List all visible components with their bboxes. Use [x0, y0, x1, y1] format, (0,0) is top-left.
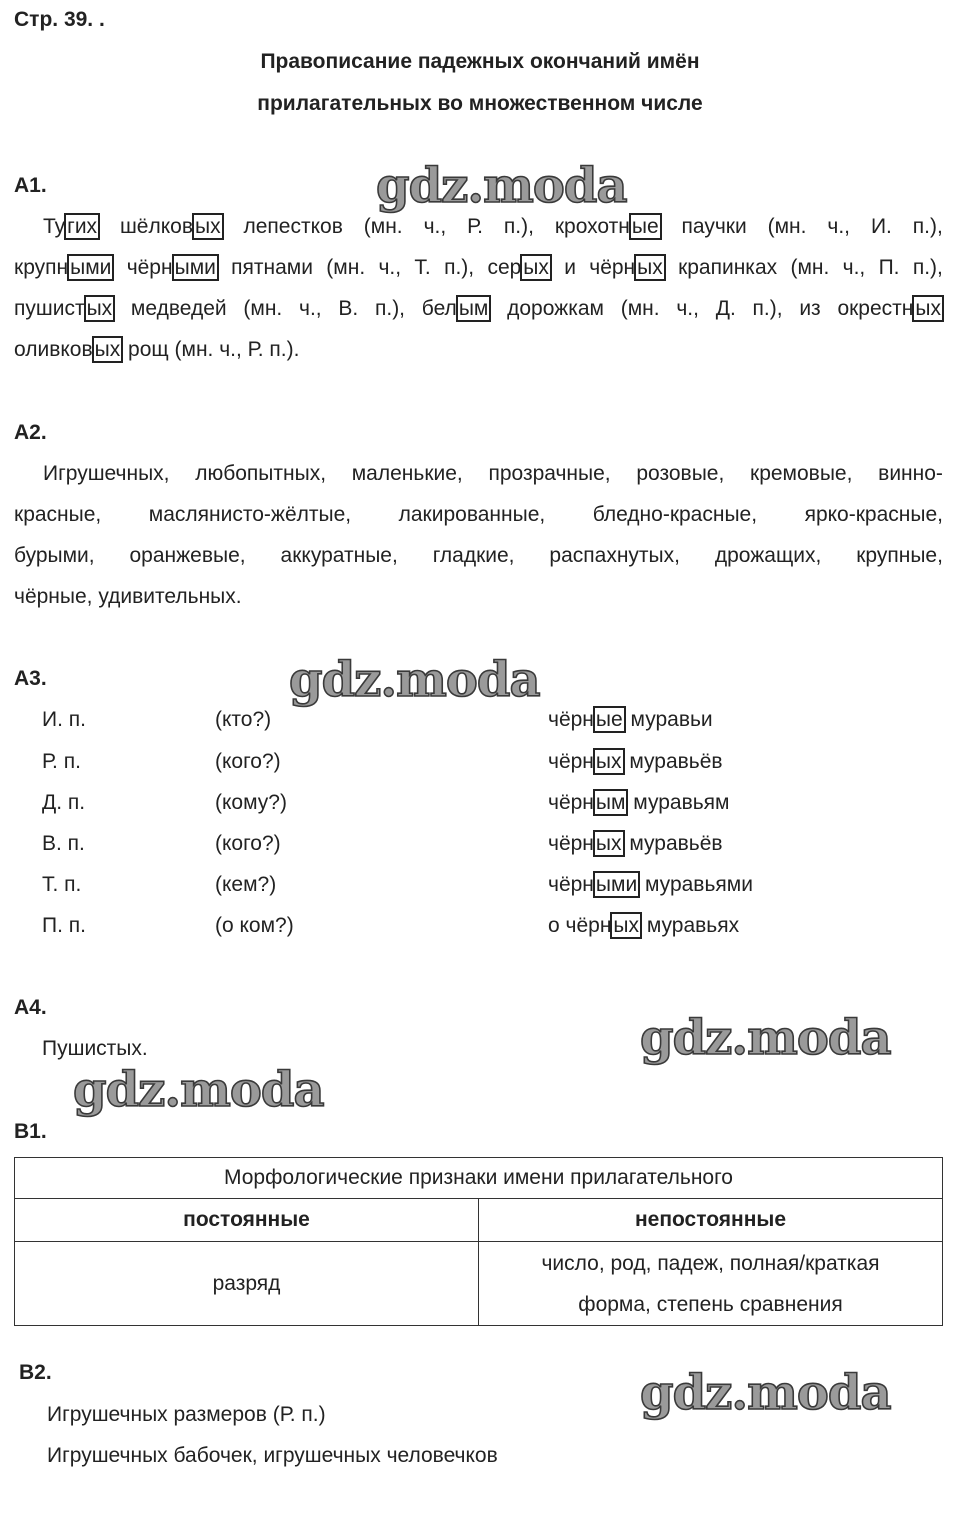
a2-line-3: бурыми, оранжевые, аккуратные, гладкие, распахнутых, дрожащих, крупные,	[14, 544, 943, 567]
page-reference: Стр. 39. .	[14, 8, 105, 31]
a4-answer: Пушистых.	[42, 1037, 148, 1060]
watermark: gdz.moda	[289, 652, 540, 708]
ending-box: ых	[192, 213, 224, 240]
case-label: Р. п.	[42, 750, 81, 773]
ending-box: ых	[912, 295, 944, 322]
a2-line-4: чёрные, удивительных.	[14, 585, 242, 608]
section-heading-a4: А4.	[14, 996, 47, 1019]
a1-line-1: Тугих шёлковых лепестков (мн. ч., Р. п.), крохотные паучки (мн. ч., И. п.),	[43, 215, 943, 238]
section-heading-a1: А1.	[14, 174, 47, 197]
case-question: (о ком?)	[215, 914, 294, 937]
case-question: (кому?)	[215, 791, 287, 814]
a1-line-3: пушистых медведей (мн. ч., В. п.), белым дорожкам (мн. ч., Д. п.), из окрестных	[14, 297, 943, 321]
case-question: (кого?)	[215, 750, 281, 773]
table-cell-variable: число, род, падеж, полная/краткая форма, степень сравнения	[479, 1242, 943, 1326]
ending-box: ых	[92, 336, 124, 363]
case-question: (кем?)	[215, 873, 277, 896]
ending-box: ых	[520, 254, 552, 281]
case-question: (кого?)	[215, 832, 281, 855]
watermark: gdz.moda	[376, 158, 627, 214]
ending-box: ых	[610, 912, 642, 939]
declined-phrase: чёрным муравьям	[548, 791, 730, 814]
ending-box: ых	[634, 254, 666, 281]
b2-line-2: Игрушечных бабочек, игрушечных человечков	[47, 1444, 498, 1467]
section-heading-b2: В2.	[19, 1361, 52, 1384]
a1-line-4: оливковых рощ (мн. ч., Р. п.).	[14, 338, 300, 361]
a2-line-1: Игрушечных, любопытных, маленькие, прозрачные, розовые, кремовые, винно-	[43, 462, 943, 485]
watermark: gdz.moda	[73, 1062, 324, 1118]
case-label: П. п.	[42, 914, 86, 937]
declined-phrase: чёрными муравьями	[548, 873, 753, 896]
table-cell-permanent: разряд	[15, 1242, 479, 1326]
a1-line-2: крупными чёрными пятнами (мн. ч., Т. п.), серых и чёрных крапинках (мн. ч., П. п.),	[14, 256, 943, 279]
declined-phrase: чёрные муравьи	[548, 708, 713, 731]
ending-box: ые	[593, 706, 626, 733]
ending-box: ым	[456, 295, 492, 322]
case-label: И. п.	[42, 708, 86, 731]
section-heading-a3: А3.	[14, 667, 47, 690]
page-title-line2: прилагательных во множественном числе	[257, 92, 703, 115]
ending-box: ыми	[593, 871, 640, 898]
section-heading-b1: В1.	[14, 1120, 47, 1143]
case-label: Т. п.	[42, 873, 82, 896]
section-heading-a2: А2.	[14, 421, 47, 444]
case-question: (кто?)	[215, 708, 272, 731]
a2-line-2: красные, маслянисто-жёлтые, лакированные, бледно-красные, ярко-красные,	[14, 503, 943, 526]
ending-box: ых	[84, 295, 116, 322]
ending-box: ых	[593, 830, 625, 857]
declined-phrase: чёрных муравьёв	[548, 750, 723, 773]
watermark: gdz.moda	[640, 1365, 891, 1421]
table-header-variable: непостоянные	[479, 1199, 943, 1242]
page-title-line1: Правописание падежных окончаний имён	[260, 50, 700, 73]
b2-line-1: Игрушечных размеров (Р. п.)	[47, 1403, 326, 1426]
case-label: Д. п.	[42, 791, 86, 814]
table-caption: Морфологические признаки имени прилагательного	[15, 1158, 943, 1199]
watermark: gdz.moda	[640, 1010, 891, 1066]
case-label: В. п.	[42, 832, 85, 855]
morphology-table	[14, 1157, 943, 1326]
ending-box: ых	[593, 748, 625, 775]
ending-box: гих	[64, 213, 100, 240]
declined-phrase: о чёрных муравьях	[548, 914, 740, 937]
ending-box: ыми	[172, 254, 219, 281]
ending-box: ыми	[67, 254, 114, 281]
ending-box: ым	[593, 789, 629, 816]
declined-phrase: чёрных муравьёв	[548, 832, 723, 855]
table-header-permanent: постоянные	[15, 1199, 479, 1242]
ending-box: ые	[629, 213, 662, 240]
